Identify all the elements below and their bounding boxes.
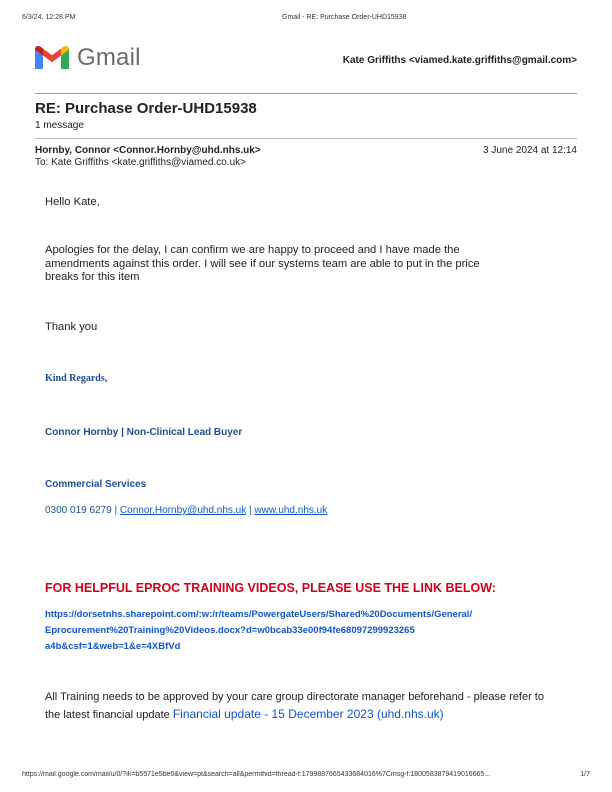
header-divider (35, 93, 577, 94)
financial-update-link[interactable]: Financial update - 15 December 2023 (uhd.nhs.uk) (172, 707, 444, 721)
training-heading: FOR HELPFUL EPROC TRAINING VIDEOS, PLEASE USE THE LINK BELOW: (45, 581, 496, 595)
training-video-link[interactable] (45, 607, 472, 655)
thanks-line: Thank you (45, 321, 98, 333)
sent-date: 3 June 2024 at 12:14 (483, 145, 577, 156)
training-url-line[interactable]: a4b&csf=1&web=1&e=4XBfVd (45, 641, 181, 652)
contact-separator: | (249, 505, 252, 516)
account-label: Kate Griffiths <viamed.kate.griffiths@gmail.com> (342, 55, 577, 66)
message-count: 1 message (35, 120, 84, 131)
signature-name-title: Connor Hornby | Non-Clinical Lead Buyer (45, 427, 243, 438)
print-datetime: 6/3/24, 12:28 PM (22, 14, 76, 21)
signature-website-link[interactable]: www.uhd.nhs.uk (254, 505, 328, 516)
signature-department: Commercial Services (45, 479, 147, 490)
gmail-wordmark: Gmail (77, 44, 141, 71)
approval-line-2 (45, 706, 544, 724)
gmail-logo[interactable] (35, 44, 141, 72)
gmail-m-icon (35, 45, 69, 71)
message-paragraph (45, 244, 480, 285)
greeting: Hello Kate, (45, 196, 100, 208)
recipient: To: Kate Griffiths <kate.griffiths@viamed.co.uk> (35, 157, 246, 168)
signature-contact (45, 505, 327, 516)
print-footer-url: https://mail.google.com/mail/u/0/?ik=b5571e5be0&view=pt&search=all&permthid=thread-f:1799887665433684016%7Cmsg-f:1800583879419016665... (22, 771, 491, 778)
approval-line-1: All Training needs to be approved by your care group directorate manager beforehand - please refer to (45, 691, 544, 703)
sender: Hornby, Connor <Connor.Hornby@uhd.nhs.uk> (35, 145, 261, 156)
paragraph-line: amendments against this order. I will see if our systems team are able to put in the price (45, 257, 480, 270)
signature-phone[interactable]: 0300 019 6279 (45, 505, 112, 516)
print-page-number: 1/7 (580, 771, 590, 778)
signature-email-link[interactable]: Connor.Hornby@uhd.nhs.uk (119, 505, 247, 516)
email-subject: RE: Purchase Order-UHD15938 (35, 100, 257, 117)
contact-separator: | (114, 505, 118, 516)
training-url-line[interactable]: https://dorsetnhs.sharepoint.com/:w:/r/teams/PowergateUsers/Shared%20Documents/General/ (45, 609, 473, 620)
approval-note (45, 689, 544, 724)
paragraph-line: breaks for this item (45, 271, 140, 283)
subject-divider (35, 138, 577, 139)
training-url-line[interactable]: Eprocurement%20Training%20Videos.docx?d=w0bcab33e00f94fe68097299923265 (45, 625, 415, 636)
paragraph-line: Apologies for the delay, I can confirm we are happy to proceed and I have made the (45, 244, 460, 256)
approval-line-2-prefix: the latest financial update (45, 709, 170, 721)
print-page-title: Gmail - RE: Purchase Order-UHD15938 (282, 14, 407, 21)
kind-regards: Kind Regards, (45, 373, 108, 384)
